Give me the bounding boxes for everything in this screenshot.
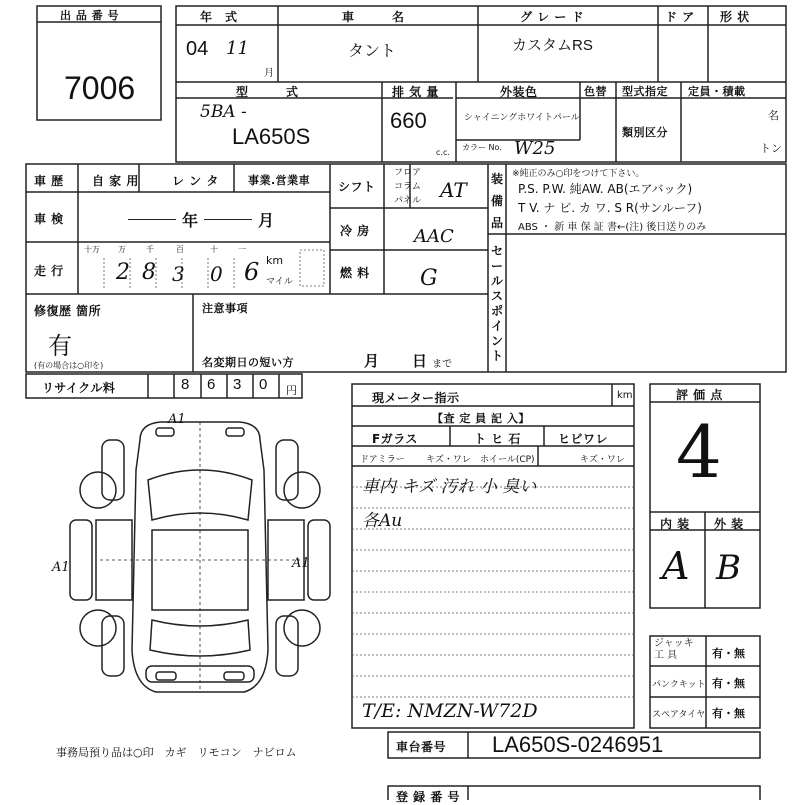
equip-label: 装 備 品: [491, 172, 504, 230]
lot-label: 出 品 番 号: [60, 9, 119, 22]
mileage-unit-mile: マイル: [266, 277, 293, 287]
repair-label: 修復歴 箇所: [34, 304, 102, 318]
mileage-label: 走 行: [34, 264, 64, 278]
notes-until: まで: [432, 359, 452, 370]
grade-label: グ レ ー ド: [520, 10, 585, 24]
displacement-label: 排 気 量: [392, 85, 439, 99]
place-10: 十: [210, 245, 218, 254]
grade-value: カスタムRS: [512, 37, 593, 54]
sales-point-label: セールスポイント: [491, 244, 504, 363]
interior-score: A: [662, 544, 690, 588]
notes-month: 月: [364, 352, 380, 370]
inspector-title: 【査 定 員 記 入】: [432, 412, 530, 425]
model-prefix: 5BA -: [200, 102, 247, 122]
exterior-label: 外 装: [714, 517, 744, 531]
mileage-digit-1: 2: [116, 260, 130, 285]
score-label: 評 価 点: [676, 388, 723, 402]
interior-label: 内 装: [660, 517, 690, 531]
recycle-digit-3: 3: [233, 376, 242, 393]
repair-note: (有の場合は○印を): [34, 361, 104, 370]
capacity-persons: 名: [768, 109, 779, 122]
displacement-unit: c.c.: [436, 148, 450, 157]
tool-punct-value: 有・無: [712, 677, 745, 690]
place-1k: 千: [146, 245, 154, 254]
inspection-year: 年: [182, 211, 199, 230]
score-value: 4: [676, 410, 722, 494]
inspector-comment-1: 車内 キズ 汚れ 小 臭い: [362, 477, 537, 497]
exterior-score: B: [716, 548, 741, 588]
glass-label: Fガラス: [372, 432, 418, 446]
mileage-digit-3: 3: [172, 262, 185, 286]
chassis-note: T/E: NMZN-W72D: [362, 700, 538, 722]
fuel-value: G: [420, 266, 438, 291]
notes-day: 日: [412, 352, 428, 370]
color-code-label: カラー No.: [462, 143, 502, 152]
place-100: 百: [176, 245, 184, 254]
lot-number: 7006: [64, 70, 136, 106]
register-label: 登 録 番 号: [396, 790, 461, 804]
fuel-label: 燃 料: [340, 266, 370, 280]
notes-short-label: 名変期日の短い方: [202, 356, 294, 369]
inspection-month-dash: [204, 219, 252, 220]
equip-note: ※純正のみ○印をつけて下さい。: [512, 169, 645, 179]
tool-spare-label: スペアタイヤ: [652, 710, 706, 720]
damage-mark-front: A1: [168, 412, 186, 427]
class-label: 類別区分: [622, 126, 668, 139]
equip-row-2: T V. ナ ビ. カ ワ. S R(サンルーフ): [518, 201, 702, 215]
capacity-tons: トン: [760, 142, 782, 155]
color-code: W25: [514, 138, 556, 159]
year-value: 04: [186, 38, 209, 60]
meter-unit: km: [617, 390, 633, 401]
color-change-label: 色替: [584, 85, 607, 98]
month-unit: 月: [264, 68, 274, 79]
shift-panel: パネル: [394, 196, 422, 206]
repair-value: 有: [48, 333, 72, 360]
mileage-digit-4: 0: [210, 262, 223, 286]
meter-label: 現メーター指示: [372, 391, 460, 405]
glass-options: ト ヒ 石: [474, 432, 521, 446]
notes-label: 注意事項: [202, 302, 248, 315]
shift-label: シフト: [338, 180, 376, 194]
wheel-options: キズ・ワレ: [580, 455, 625, 465]
door-label: ド ア: [665, 10, 695, 24]
history-rental: レ ン タ: [172, 174, 219, 188]
mileage-digit-2: 8: [142, 260, 156, 285]
name-label: 車 名: [342, 10, 405, 24]
place-10k: 万: [118, 245, 126, 254]
shift-column: コラム: [394, 182, 421, 192]
place-100k: 十万: [84, 245, 100, 254]
tool-jack-label: ジャッキ 工 具: [654, 638, 694, 661]
recycle-digit-1: 8: [181, 376, 190, 393]
recycle-label: リサイクル料: [42, 381, 116, 395]
chassis-label: 車台番号: [396, 740, 447, 754]
equip-row-1: P.S. P.W. 純AW. AB(エアバック): [518, 182, 693, 196]
type-cert-label: 型式指定: [622, 85, 668, 98]
mirror-label: ドアミラー: [360, 455, 405, 465]
tool-jack-value: 有・無: [712, 647, 745, 660]
shift-value: AT: [440, 178, 467, 202]
damage-mark-right: A1: [292, 556, 310, 571]
mileage-digit-5: 6: [244, 258, 260, 286]
inspection-month: 月: [258, 211, 275, 230]
tool-punct-label: パンクキット: [652, 680, 706, 690]
equip-row-3: ABS ・ 新 車 保 証 書←(注) 後日送りのみ: [518, 222, 707, 233]
model-label: 型 式: [236, 85, 299, 99]
aircon-label: 冷 房: [340, 224, 370, 238]
crack-label: ヒビワレ: [558, 432, 609, 446]
chassis-number: LA650S-0246951: [492, 732, 664, 757]
tool-spare-value: 有・無: [712, 707, 745, 720]
car-name: タント: [348, 41, 397, 60]
year-month: 11: [226, 38, 249, 59]
shift-floor: フロア: [394, 168, 422, 178]
color-value: シャイニングホワイトパール: [464, 113, 580, 123]
aircon-value: AAC: [414, 226, 454, 247]
wheel-label: ホイール(CP): [480, 455, 535, 465]
history-private: 自 家 用: [92, 174, 139, 188]
keys-note: 事務局預り品は○印 カギ リモコン ナビロム: [56, 746, 297, 759]
inspector-comment-2: 各Au: [362, 511, 403, 531]
capacity-label: 定員・積載: [688, 85, 746, 98]
recycle-unit: 円: [286, 384, 297, 397]
mileage-unit-km: km: [266, 254, 284, 267]
model-value: LA650S: [232, 124, 311, 149]
displacement-value: 660: [390, 108, 427, 133]
history-business: 事業.営業車: [248, 174, 311, 187]
history-label: 車 歴: [34, 174, 64, 188]
inspection-label: 車 検: [34, 212, 64, 226]
mirror-options: キズ・ワレ: [426, 455, 471, 465]
color-label: 外装色: [500, 85, 538, 99]
inspection-year-dash: [128, 219, 176, 220]
place-1: 一: [238, 245, 246, 254]
shape-label: 形 状: [720, 10, 750, 24]
year-label: 年 式: [200, 10, 238, 24]
damage-mark-left: A1: [52, 560, 70, 575]
recycle-digit-2: 6: [207, 376, 216, 393]
recycle-digit-4: 0: [259, 376, 268, 393]
